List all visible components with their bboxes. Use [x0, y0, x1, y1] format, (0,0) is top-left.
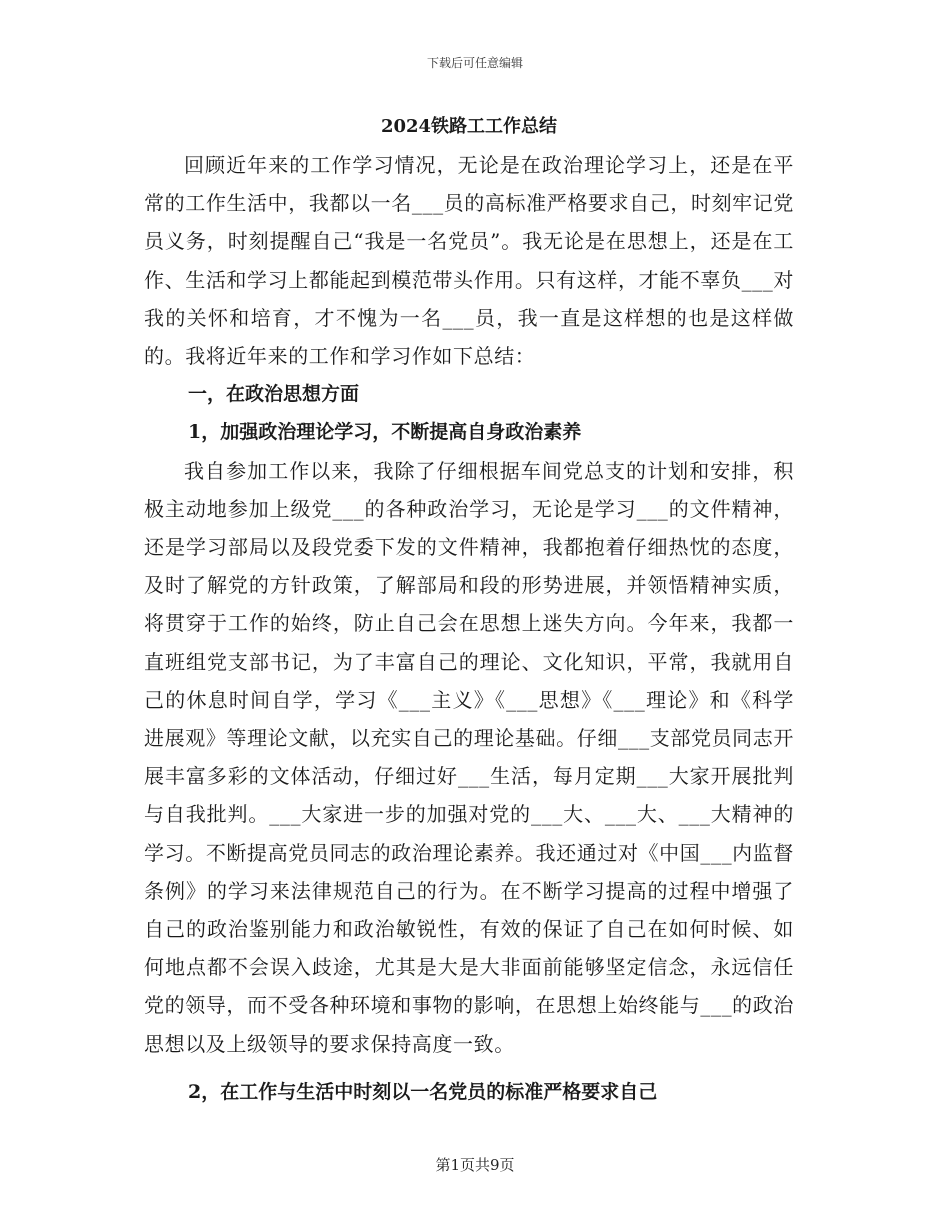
subsection-heading-party-standard: 2，在工作与生活中时刻以一名党员的标准严格要求自己	[188, 1080, 658, 1103]
section-heading-political: 一，在政治思想方面	[188, 383, 360, 406]
page-number: 第1页共9页	[435, 1156, 515, 1174]
subsection-heading-theory-study: 1，加强政治理论学习，不断提高自身政治素养	[188, 421, 582, 444]
theory-study-paragraph: 我自参加工作以来，我除了仔细根据车间党总支的计划和安排，积极主动地参加上级党___的各种政治学习，无论是学习___的文件精神，还是学习部局以及段党委下发的文件精神，我都抱着仔细热忱的态度，及时了解党的方针政策，了解部局和段的形势进展，并领悟精神实质，将贯穿于工作的始终，防止自己会在思想上迷失方向。今年来，我都一直班组党支部书记，为了丰富自己的理论、文化知识，平常，我就用自己的休息时间自学，学习《___主义》《___思想》《___理论》和《科学进展观》等理论文献，以充实自己的理论基础。仔细___支部党员同志开展丰富多彩的文体活动，仔细过好___生活，每月定期___大家开展批判与自我批判。___大家进一步的加强对党的___大、___大、___大精神的学习。不断提高党员同志的政治理论素养。我还通过对《中国___内监督条例》的学习来法律规范自己的行为。在不断学习提高的过程中增强了自己的政治鉴别能力和政治敏锐性，有效的保证了自己在如何时候、如何地点都不会误入歧途，尤其是大是大非面前能够坚定信念，永远信任党的领导，而不受各种环境和事物的影响，在思想上始终能与___的政治思想以及上级领导的要求保持高度一致。	[144, 458, 794, 1056]
document-title: 2024铁路工工作总结	[380, 116, 558, 137]
document-body	[144, 112, 794, 1111]
intro-paragraph: 回顾近年来的工作学习情况，无论是在政治理论学习上，还是在平常的工作生活中，我都以一名___员的高标准严格要求自己，时刻牢记党员义务，时刻提醒自己“我是一名党员”。我无论是在思想上，还是在工作、生活和学习上都能起到模范带头作用。只有这样，才能不辜负___对我的关怀和培育，才不愧为一名___员，我一直是这样想的也是这样做的。我将近年来的工作和学习作如下总结：	[144, 153, 794, 369]
header-note: 下载后可任意编辑	[426, 56, 523, 70]
